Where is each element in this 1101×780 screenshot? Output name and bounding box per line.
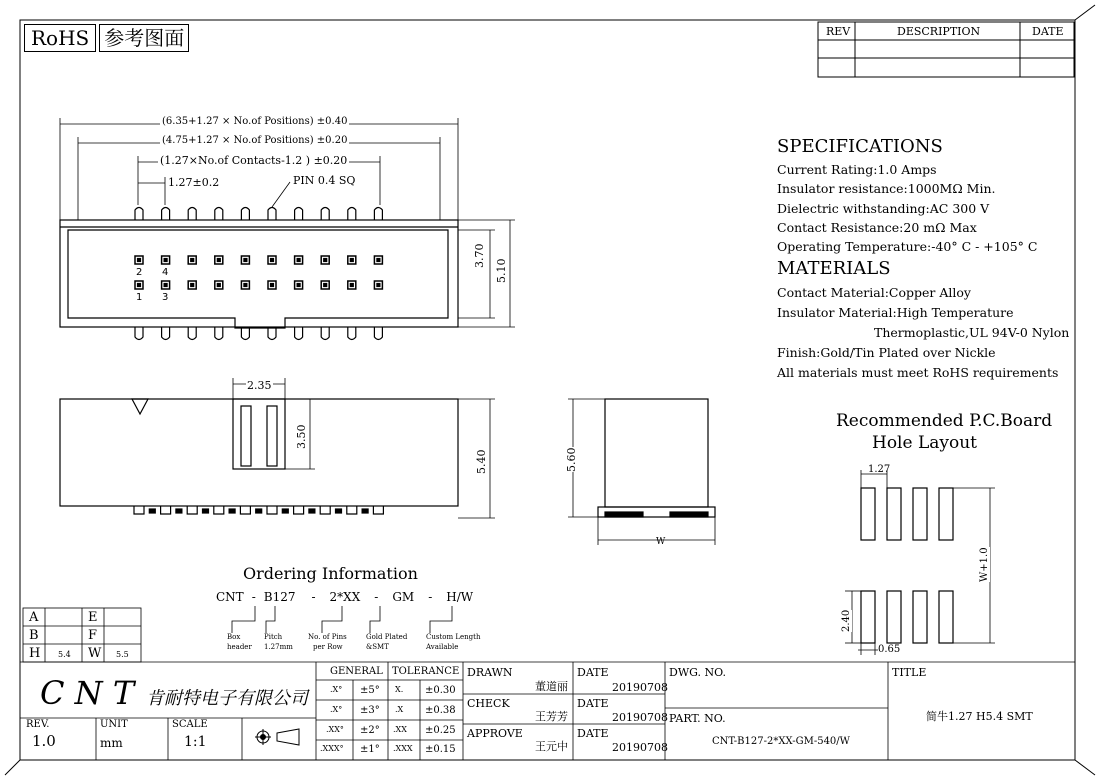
front-pin-foot: [362, 509, 368, 513]
tol-cell: ±0.30: [425, 685, 456, 696]
ordering-label: Pitch: [264, 633, 283, 641]
company-letters: C N T: [40, 674, 135, 712]
dim-overall-a: (6.35+1.27 × No.of Positions) ±0.40: [162, 116, 348, 127]
tol-cell: X.: [395, 685, 404, 694]
front-pin-foot: [256, 509, 262, 513]
tol-cell: ±5°: [360, 685, 380, 696]
pcb-pitch: 1.27: [868, 464, 891, 475]
front-pin: [134, 506, 144, 514]
projection-symbol: [255, 729, 299, 745]
ordering-label: Available: [426, 643, 459, 651]
bottom-pin: [374, 327, 382, 340]
specifications-title: SPECIFICATIONS: [777, 136, 943, 157]
contact-core: [324, 284, 327, 287]
top-pin: [215, 208, 223, 221]
corner-mark: [1075, 5, 1095, 20]
rohs-label: RoHS: [24, 24, 96, 52]
ordering-code: [216, 590, 473, 604]
company-name: 肯耐特电子有限公司: [146, 688, 308, 709]
contact-core: [217, 259, 220, 262]
title-label: TITLE: [892, 666, 927, 679]
tol-cell: .XX: [393, 725, 407, 734]
contact-core: [297, 259, 300, 262]
pcb-title-line1: Recommended P.C.Board: [836, 411, 1053, 431]
front-pin-foot: [282, 509, 288, 513]
contact-core: [244, 284, 247, 287]
top-pin: [188, 208, 196, 221]
tol-cell: ±1°: [360, 744, 380, 755]
front-pin: [294, 506, 304, 514]
unit-value: mm: [100, 736, 123, 750]
ordering-label: Custom Length: [426, 633, 481, 641]
code-length: H/W: [446, 590, 474, 604]
tol-cell: ±3°: [360, 705, 380, 716]
drawn-label: DRAWN: [467, 666, 513, 679]
approve-by: 王元中: [535, 740, 568, 753]
contact-core: [217, 284, 220, 287]
dim-outer-height: 5.10: [495, 258, 508, 283]
ordering-label: Box: [227, 633, 241, 641]
tol-cell: ±0.15: [425, 744, 456, 755]
bottom-pin: [188, 327, 196, 340]
front-pin-foot: [203, 509, 209, 513]
material-line: Thermoplastic,UL 94V-0 Nylon: [874, 325, 1070, 340]
pin-label-1: 1: [136, 292, 143, 303]
dim-inner-height: 3.70: [473, 243, 486, 268]
side-dimension-lines: [565, 399, 715, 545]
front-pin: [320, 506, 330, 514]
pcb-title-line2: Hole Layout: [872, 433, 978, 453]
ordering-label: &SMT: [366, 643, 389, 651]
dim-side-560: 5.60: [565, 447, 578, 472]
pcb-spacing: W+1.0: [979, 547, 990, 582]
spec-line: Current Rating:1.0 Amps: [777, 162, 937, 177]
material-line: Finish:Gold/Tin Plated over Nickle: [777, 345, 996, 360]
contact-core: [377, 259, 380, 262]
tol-cell: .X°: [330, 685, 343, 694]
rev-header: REV: [826, 25, 851, 38]
top-pin: [241, 208, 249, 221]
contact-core: [138, 259, 141, 262]
approve-label: APPROVE: [467, 727, 523, 740]
bottom-pin: [215, 327, 223, 340]
front-pin: [214, 506, 224, 514]
tol-cell: .XXX°: [320, 744, 344, 753]
contact-core: [324, 259, 327, 262]
bottom-pin: [241, 327, 249, 340]
spec-line: Operating Temperature:-40° C - +105° C: [777, 239, 1038, 254]
contact-core: [350, 284, 353, 287]
contact-core: [164, 259, 167, 262]
bottom-pin: [268, 327, 276, 340]
rev-value: 1.0: [32, 732, 56, 750]
reference-drawing-label: 参考图面: [99, 24, 189, 52]
tol-cell: ±0.25: [425, 725, 456, 736]
check-by: 王芳芳: [535, 710, 568, 723]
pin-label-4: 4: [162, 267, 169, 278]
date-label: DATE: [577, 666, 609, 679]
pcb-dimension-lines: [845, 470, 995, 655]
contact-core: [271, 284, 274, 287]
top-pin: [268, 208, 276, 221]
material-line: All materials must meet RoHS requirements: [777, 365, 1059, 380]
part-no-label: PART. NO.: [669, 712, 726, 725]
ordering-label: header: [227, 643, 252, 651]
spec-line: Insulator resistance:1000MΩ Min.: [777, 181, 996, 196]
top-pin: [135, 208, 143, 221]
date-value: 20190708: [612, 741, 668, 754]
check-label: CHECK: [467, 697, 510, 710]
bottom-pin: [348, 327, 356, 340]
contact-core: [191, 284, 194, 287]
tolerance-header: TOLERANCE: [392, 666, 460, 677]
top-view: [60, 208, 458, 340]
code-sep: -: [251, 590, 256, 604]
ordering-brackets: [232, 606, 452, 633]
corner-mark: [5, 760, 20, 775]
code-series: CNT: [216, 590, 244, 604]
date-value: 20190708: [612, 711, 668, 724]
date-value: 20190708: [612, 681, 668, 694]
dim-h-540: 5.40: [475, 449, 488, 474]
top-pin: [295, 208, 303, 221]
top-pin: [162, 208, 170, 221]
tol-cell: .XX°: [326, 725, 344, 734]
spec-line: Dielectric withstanding:AC 300 V: [777, 201, 990, 216]
tol-cell: .X°: [330, 705, 343, 714]
title-value: 简牛1.27 H5.4 SMT: [926, 710, 1033, 723]
rev-label: REV.: [26, 719, 50, 730]
dim-h-350: 3.50: [295, 424, 308, 449]
side-w-label: W: [656, 537, 666, 547]
general-header: GENERAL: [330, 666, 383, 677]
spec-line: Contact Resistance:20 mΩ Max: [777, 220, 977, 235]
code-plating: GM: [392, 590, 415, 604]
front-pin-foot: [149, 509, 155, 513]
contact-core: [164, 284, 167, 287]
scale-label: SCALE: [172, 719, 208, 730]
front-pin: [373, 506, 383, 514]
contact-core: [244, 259, 247, 262]
tol-cell: ±0.38: [425, 705, 456, 716]
pcb-width: 0.65: [878, 644, 901, 655]
bottom-pin: [135, 327, 143, 340]
contact-core: [377, 284, 380, 287]
top-pin: [348, 208, 356, 221]
ordering-label: per Row: [313, 643, 343, 651]
top-pin: [374, 208, 382, 221]
pcb-hole-layout: [861, 488, 953, 643]
tol-cell: .X: [395, 705, 404, 714]
front-pin: [240, 506, 250, 514]
date-label: DATE: [577, 697, 609, 710]
front-view: [60, 399, 458, 514]
code-sep: -: [374, 590, 379, 604]
part-no-value: CNT-B127-2*XX-GM-540/W: [712, 736, 850, 747]
code-sep: -: [311, 590, 316, 604]
ordering-label: Gold Plated: [366, 633, 408, 641]
front-pin-foot: [309, 509, 315, 513]
contact-core: [350, 259, 353, 262]
ordering-label: No. of Pins: [308, 633, 347, 641]
tol-cell: .XXX: [393, 744, 413, 753]
front-pin-foot: [336, 509, 342, 513]
pcb-height: 2.40: [841, 609, 852, 632]
dim-overall-b: (4.75+1.27 × No.of Positions) ±0.20: [162, 135, 348, 146]
code-sep: -: [428, 590, 433, 604]
drawn-by: 董道丽: [535, 680, 568, 693]
contact-core: [271, 259, 274, 262]
date-header: DATE: [1032, 25, 1064, 38]
corner-mark: [1075, 760, 1095, 775]
description-header: DESCRIPTION: [897, 25, 981, 38]
variant-cell: W: [88, 646, 102, 661]
materials-title: MATERIALS: [777, 258, 891, 279]
ordering-label: 1.27mm: [264, 643, 293, 651]
material-line: Contact Material:Copper Alloy: [777, 285, 971, 300]
front-pin: [267, 506, 277, 514]
contact-core: [297, 284, 300, 287]
bottom-pin: [295, 327, 303, 340]
scale-value: 1:1: [184, 734, 207, 750]
dim-pitch: 1.27±0.2: [168, 176, 220, 189]
top-pin: [321, 208, 329, 221]
code-pitch: B127: [263, 590, 296, 604]
material-line: Insulator Material:High Temperature: [777, 305, 1014, 320]
dwg-no-label: DWG. NO.: [669, 666, 727, 679]
variant-cell: 5.4: [58, 650, 71, 659]
pin-label-3: 3: [162, 292, 169, 303]
bottom-pin: [162, 327, 170, 340]
front-pin-foot: [176, 509, 182, 513]
variant-cell: B: [29, 628, 39, 643]
front-pin: [347, 506, 357, 514]
variant-cell: F: [88, 628, 98, 643]
bottom-pin: [321, 327, 329, 340]
contact-core: [138, 284, 141, 287]
side-view: [598, 399, 715, 517]
dim-contacts: (1.27×No.of Contacts-1.2 ) ±0.20: [160, 154, 348, 167]
top-dimension-lines: [60, 118, 515, 327]
variant-cell: A: [29, 610, 39, 625]
tol-cell: ±2°: [360, 725, 380, 736]
rohs-badge: [24, 24, 189, 52]
ordering-title: Ordering Information: [243, 564, 418, 583]
contact-core: [191, 259, 194, 262]
date-label: DATE: [577, 727, 609, 740]
code-pins: 2*XX: [329, 590, 361, 604]
drawing-border: [20, 20, 1075, 760]
pin-label-2: 2: [136, 267, 143, 278]
variant-cell: H: [29, 646, 41, 661]
dim-pin-size: PIN 0.4 SQ: [293, 174, 356, 187]
front-pin: [187, 506, 197, 514]
front-pin: [161, 506, 171, 514]
front-pin-foot: [229, 509, 235, 513]
unit-label: UNIT: [100, 719, 128, 730]
variant-cell: E: [88, 610, 98, 625]
dim-width-235: 2.35: [247, 379, 272, 392]
variant-cell: 5.5: [116, 650, 129, 659]
